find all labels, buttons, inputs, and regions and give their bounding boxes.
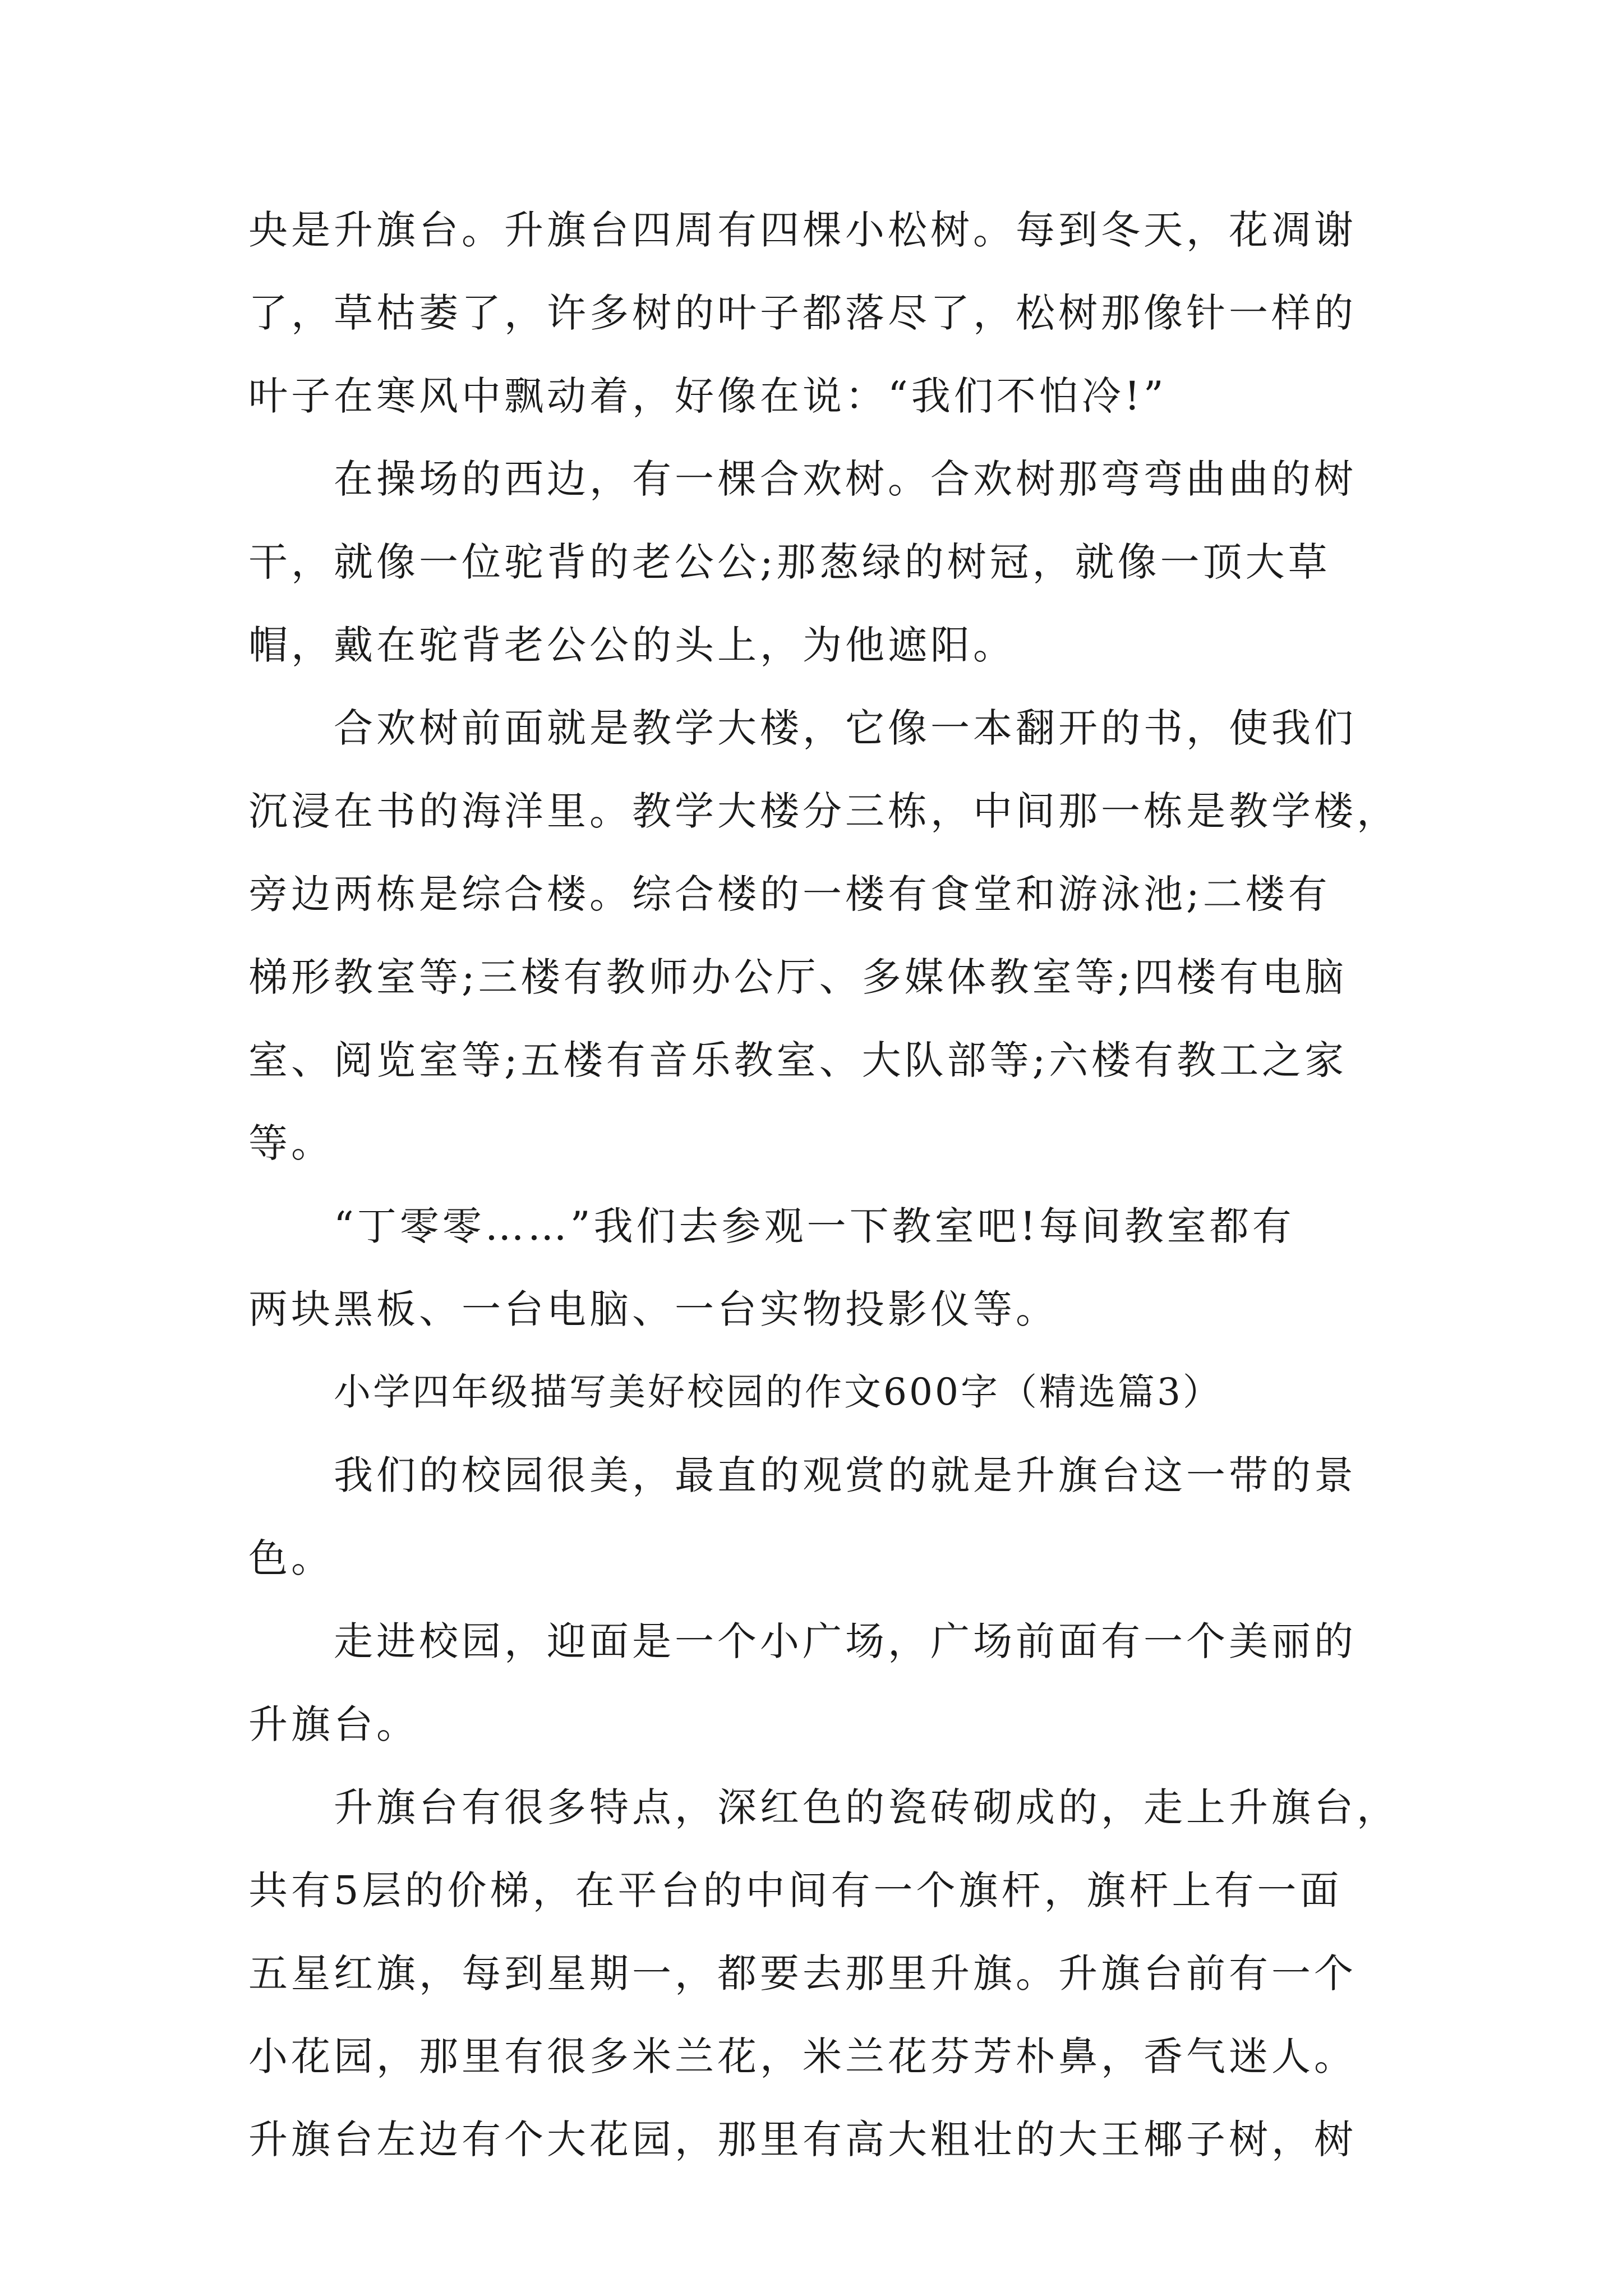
text-line: 升旗台左边有个大花园，那里有高大粗壮的大王椰子树，树 xyxy=(248,2116,1357,2162)
text-line: 旁边两栋是综合楼。综合楼的一楼有食堂和游泳池;二楼有 xyxy=(248,871,1331,917)
paragraph-start-line: 我们的校园很美，最直的观赏的就是升旗台这一带的景 xyxy=(334,1452,1357,1498)
paragraph-start-line: 升旗台有很多特点，深红色的瓷砖砌成的，走上升旗台， xyxy=(334,1784,1399,1830)
document-body xyxy=(248,188,1399,2181)
text-line: 升旗台。 xyxy=(248,1701,419,1747)
text-line: 等。 xyxy=(248,1120,334,1166)
text-line: 两块黑板、一台电脑、一台实物投影仪等。 xyxy=(248,1286,1058,1332)
text-line: 央是升旗台。升旗台四周有四棵小松树。每到冬天，花凋谢 xyxy=(248,207,1357,253)
text-line: 色。 xyxy=(248,1535,334,1581)
text-line: 共有5层的价梯，在平台的中间有一个旗杆，旗杆上有一面 xyxy=(248,1867,1343,1913)
paragraph-start-line: 在操场的西边，有一棵合欢树。合欢树那弯弯曲曲的树 xyxy=(334,456,1357,502)
paragraph-start-line: 走进校园，迎面是一个小广场，广场前面有一个美丽的 xyxy=(334,1618,1357,1664)
text-line: 梯形教室等;三楼有教师办公厅、多媒体教室等;四楼有电脑 xyxy=(248,954,1348,1000)
section-heading: 小学四年级描写美好校园的作文600字（精选篇3） xyxy=(334,1370,1222,1414)
text-line: 小花园，那里有很多米兰花，米兰花芬芳朴鼻，香气迷人。 xyxy=(248,2033,1357,2079)
text-line: 五星红旗，每到星期一，都要去那里升旗。升旗台前有一个 xyxy=(248,1950,1357,1996)
text-line: 室、阅览室等;五楼有音乐教室、大队部等;六楼有教工之家 xyxy=(248,1037,1348,1083)
paragraph-start-line: 合欢树前面就是教学大楼，它像一本翻开的书，使我们 xyxy=(334,705,1357,751)
text-line: 沉浸在书的海洋里。教学大楼分三栋，中间那一栋是教学楼， xyxy=(248,788,1399,834)
text-line: 了，草枯萎了，许多树的叶子都落尽了，松树那像针一样的 xyxy=(248,290,1357,336)
text-line: 叶子在寒风中飘动着，好像在说：“我们不怕冷!” xyxy=(248,373,1167,419)
paragraph-start-line: “丁零零……”我们去参观一下教室吧!每间教室都有 xyxy=(334,1203,1295,1249)
text-line: 帽，戴在驼背老公公的头上，为他遮阳。 xyxy=(248,622,1016,668)
text-line: 干，就像一位驼背的老公公;那葱绿的树冠，就像一顶大草 xyxy=(248,539,1331,585)
